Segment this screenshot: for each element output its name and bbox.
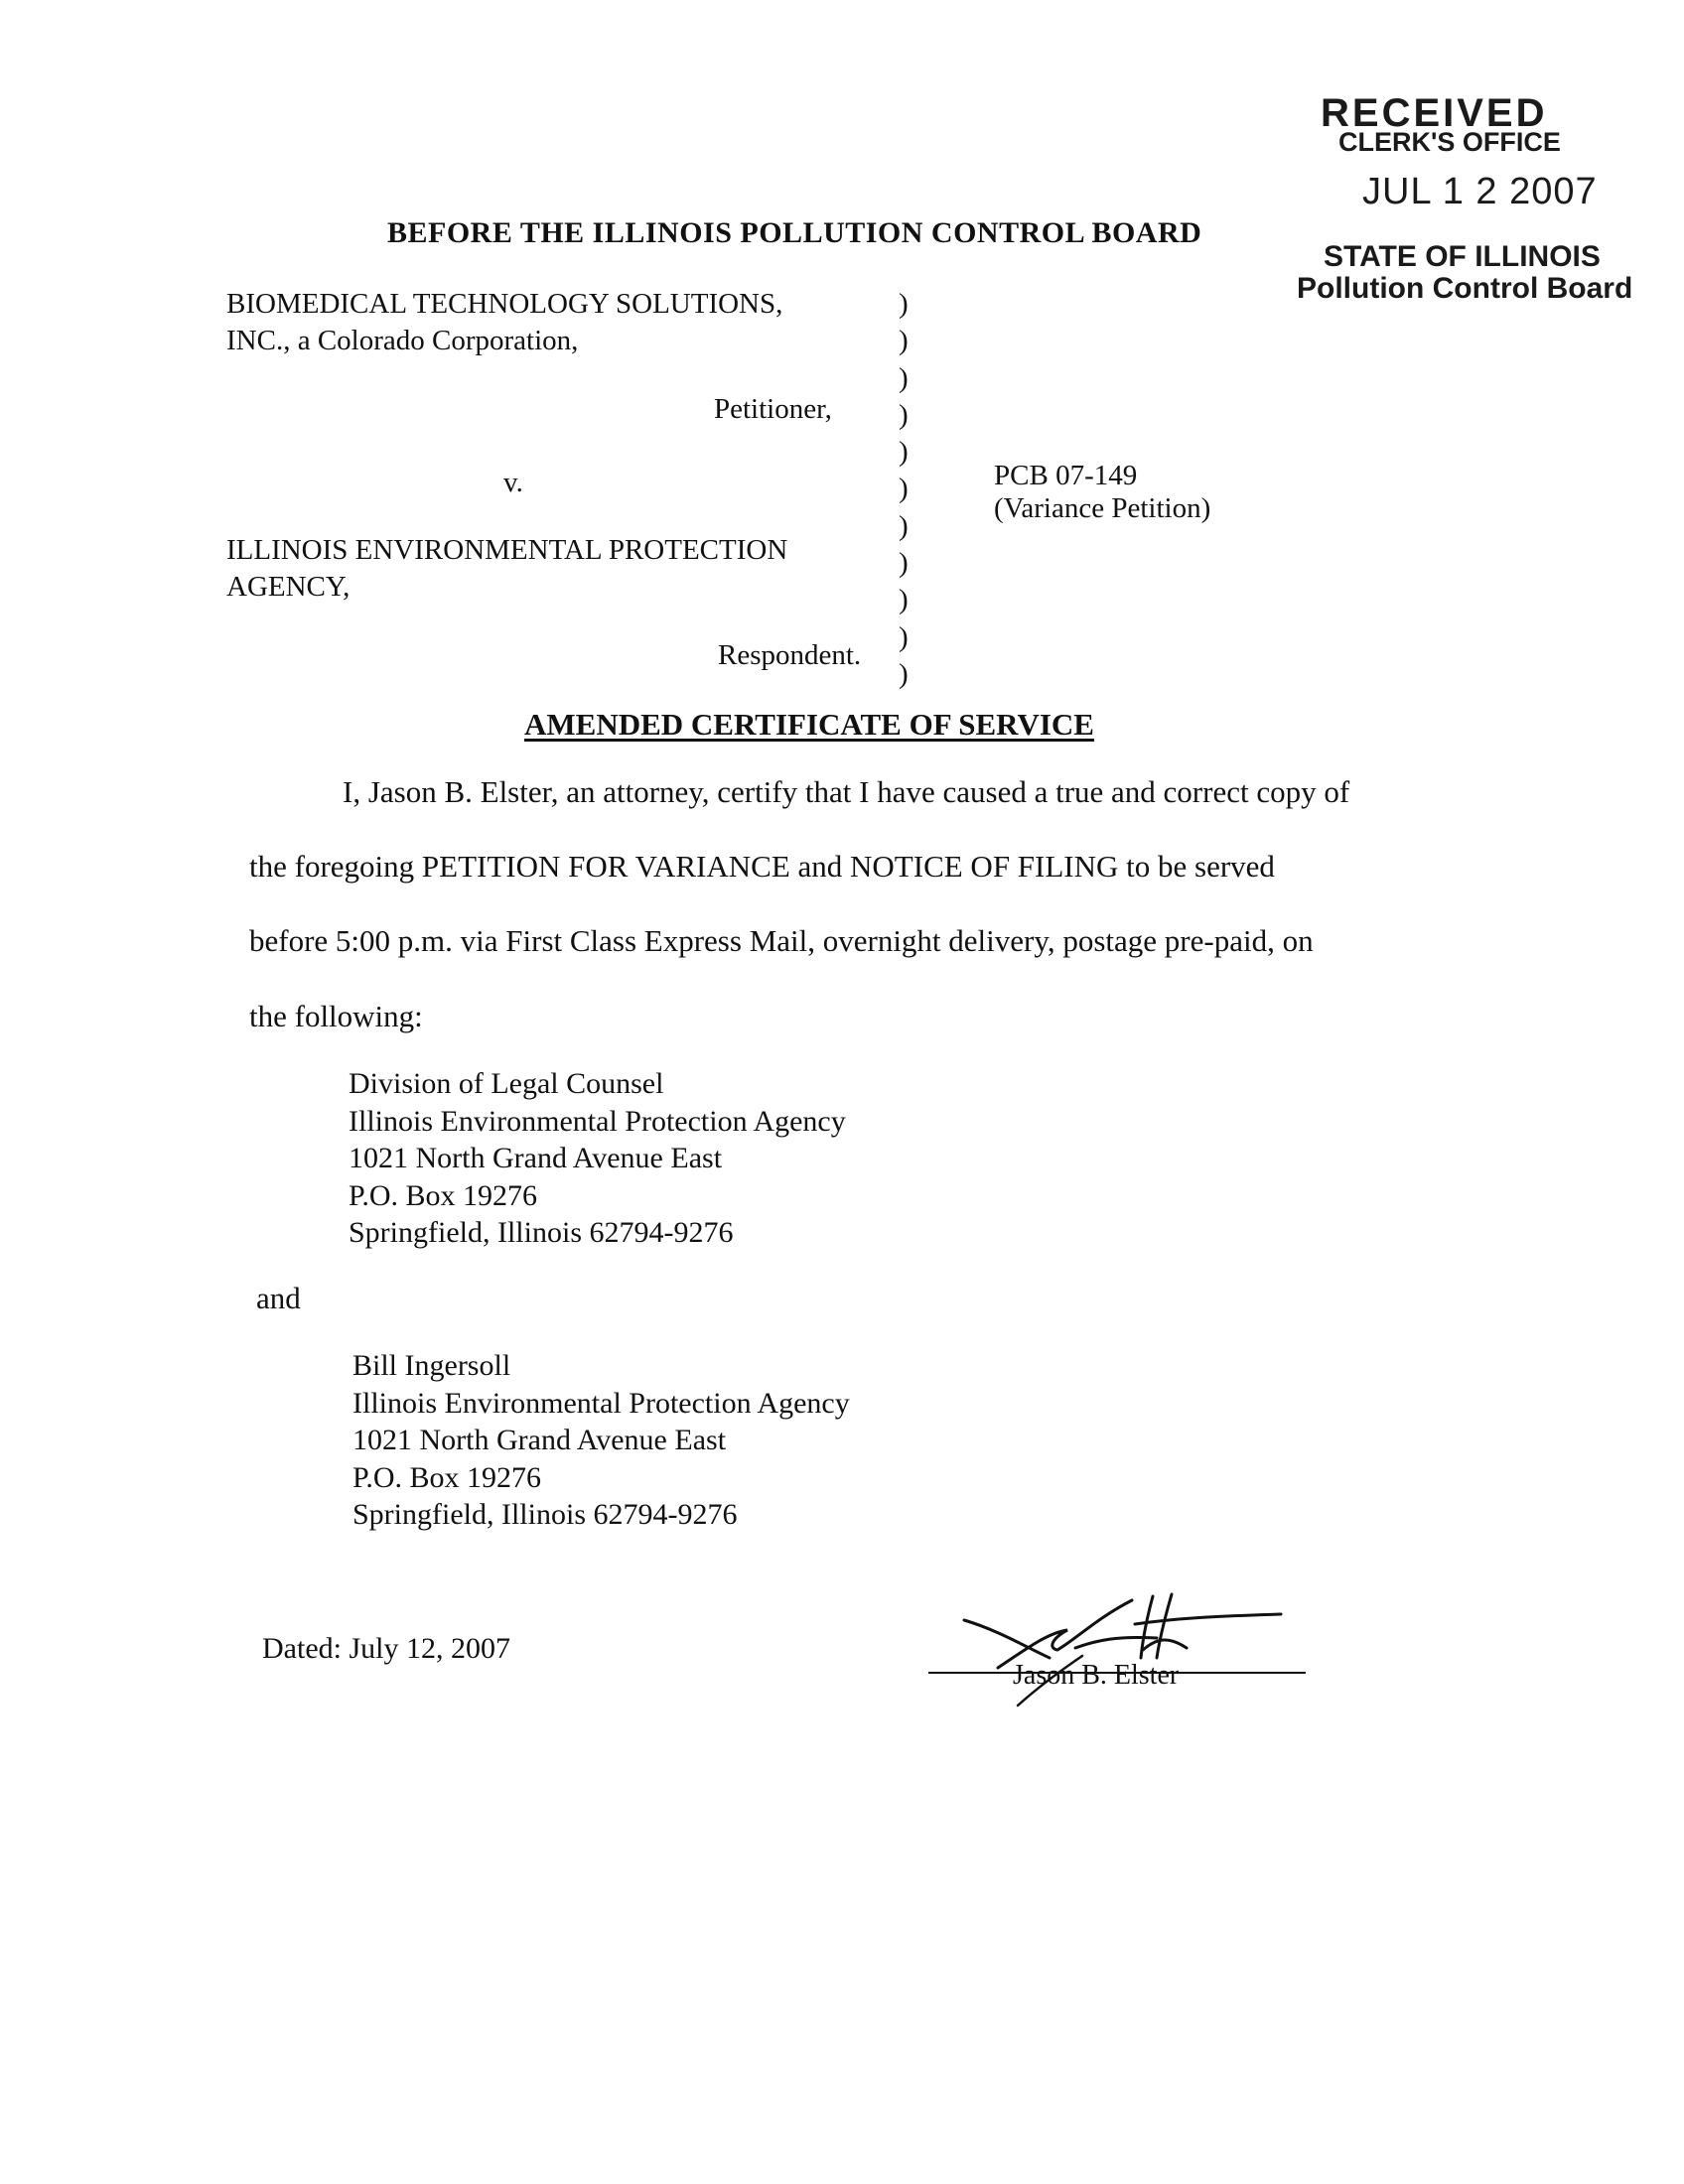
respondent-name-line1: ILLINOIS ENVIRONMENTAL PROTECTION (226, 534, 788, 566)
body-line-4: the following: (249, 999, 423, 1033)
body-line-2: the foregoing PETITION FOR VARIANCE and NOTICE OF FILING to be served (249, 849, 1275, 884)
conjunction-and: and (256, 1281, 301, 1315)
paren: ) (899, 509, 909, 542)
caption-parentheses (899, 286, 909, 693)
recipient-line: P.O. Box 19276 (349, 1178, 538, 1212)
paren: ) (899, 547, 909, 580)
recipient-line: Springfield, Illinois 62794-9276 (349, 1216, 734, 1249)
body-line-1: I, Jason B. Elster, an attorney, certify that I have caused a true and correct copy of (343, 774, 1350, 809)
stamp-received: RECEIVED (1321, 91, 1548, 135)
body-line-3: before 5:00 p.m. via First Class Express Mail, overnight delivery, postage pre-paid, on (249, 923, 1314, 958)
recipient-line: Division of Legal Counsel (349, 1067, 664, 1100)
paren: ) (899, 620, 909, 653)
stamp-date: JUL 1 2 2007 (1362, 171, 1598, 212)
versus: v. (503, 467, 523, 498)
petitioner-label: Petitioner, (714, 393, 832, 425)
paren: ) (899, 361, 909, 394)
recipient-line: 1021 North Grand Avenue East (352, 1424, 727, 1456)
respondent-label: Respondent. (718, 639, 862, 671)
recipient-line: 1021 North Grand Avenue East (349, 1142, 723, 1174)
paren: ) (899, 436, 909, 469)
paren: ) (899, 398, 909, 431)
recipient-address-2 (352, 1347, 850, 1534)
recipient-line: Illinois Environmental Protection Agency (349, 1104, 846, 1138)
board-title: BEFORE THE ILLINOIS POLLUTION CONTROL BOARD (387, 216, 1202, 249)
recipient-address-1 (349, 1065, 846, 1252)
paren: ) (899, 288, 909, 320)
paren: ) (899, 584, 909, 616)
recipient-line: Springfield, Illinois 62794-9276 (352, 1498, 738, 1531)
petitioner-name-line2: INC., a Colorado Corporation, (226, 325, 579, 356)
paren: ) (899, 657, 909, 690)
certificate-title: AMENDED CERTIFICATE OF SERVICE (524, 707, 1094, 742)
case-type: (Variance Petition) (994, 492, 1211, 524)
respondent-name-line2: AGENCY, (226, 571, 351, 603)
petitioner-name-line1: BIOMEDICAL TECHNOLOGY SOLUTIONS, (226, 288, 783, 320)
dated-line: Dated: July 12, 2007 (262, 1632, 510, 1665)
recipient-line: Bill Ingersoll (352, 1349, 511, 1382)
stamp-board: Pollution Control Board (1297, 272, 1633, 305)
recipient-line: P.O. Box 19276 (352, 1460, 542, 1494)
stamp-state: STATE OF ILLINOIS (1324, 240, 1601, 273)
stamp-clerks-office: CLERK'S OFFICE (1338, 127, 1561, 157)
recipient-line: Illinois Environmental Protection Agency (352, 1386, 850, 1420)
paren: ) (899, 473, 909, 505)
signatory-name: Jason B. Elster (1013, 1660, 1180, 1691)
case-number: PCB 07-149 (994, 460, 1138, 491)
paren: ) (899, 325, 909, 357)
